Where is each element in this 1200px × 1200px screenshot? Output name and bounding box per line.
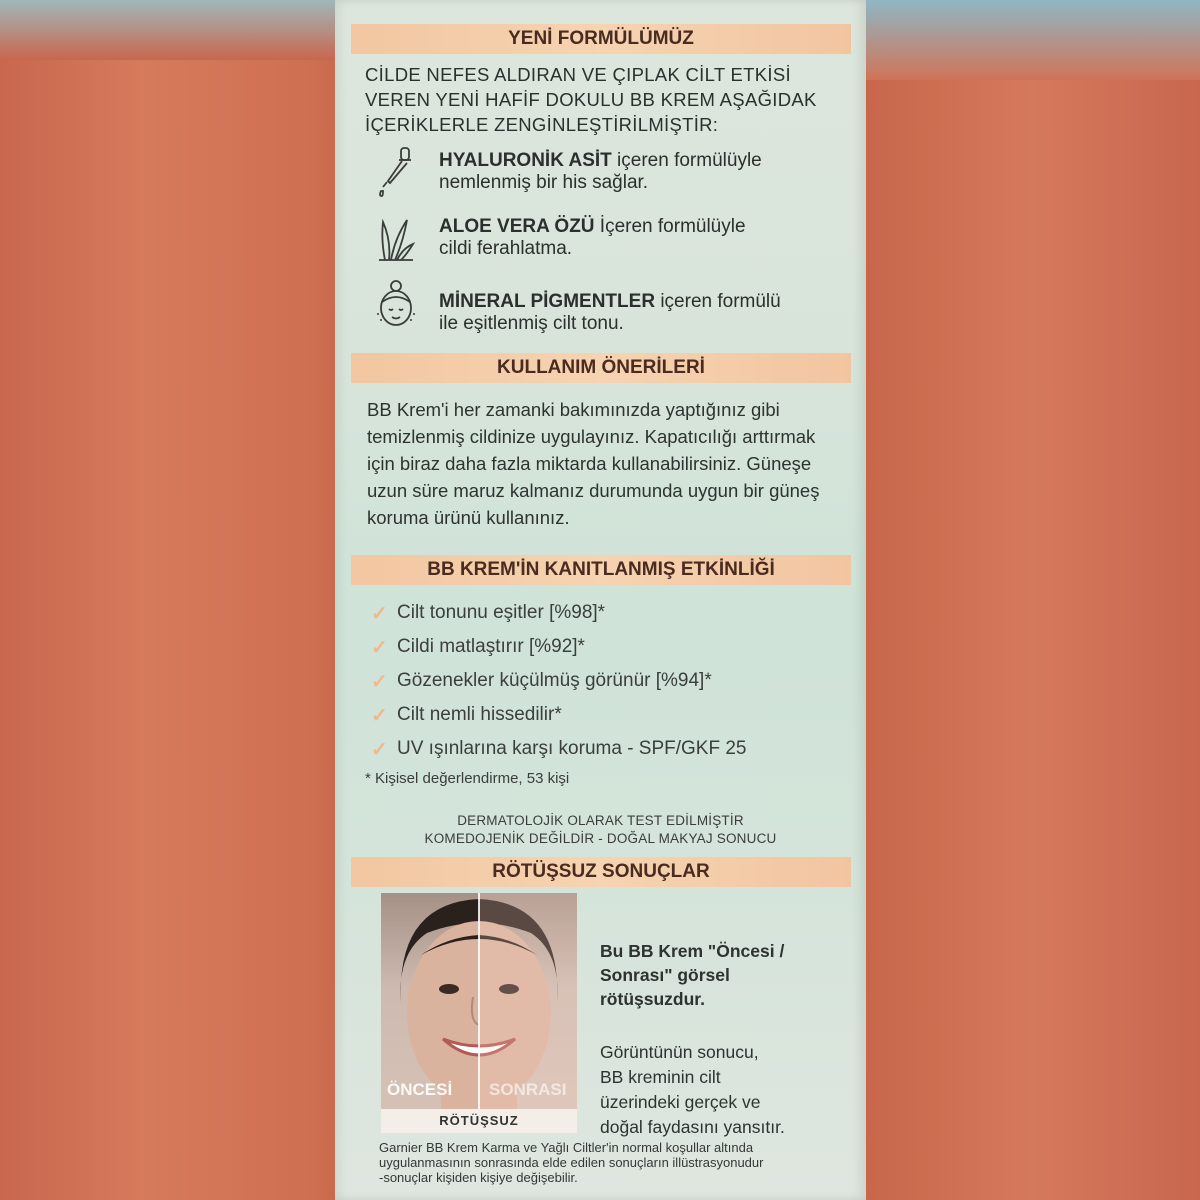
desc-line: BB kreminin cilt: [600, 1067, 721, 1087]
check-icon: ✓: [371, 636, 388, 659]
list-item: [371, 698, 841, 732]
result-description: [600, 1040, 860, 1140]
ingredient-name: HYALURONİK ASİT: [439, 150, 612, 171]
formula-intro-line: VEREN YENİ HAFİF DOKULU BB KREM AŞAĞIDAK: [365, 89, 817, 110]
efficacy-list: [371, 596, 841, 766]
efficacy-item-text: Cilt tonunu eşitler [%98]*: [397, 602, 606, 623]
ingredient-aloe: [439, 216, 859, 260]
usage-line: uzun süre maruz kalmanız durumunda uygun bir güneş: [367, 480, 820, 501]
formula-intro-line: İÇERİKLERLE ZENGİNLEŞTİRİLMİŞTİR:: [365, 114, 719, 135]
check-icon: ✓: [371, 704, 388, 727]
section-band-efficacy: BB KREM'İN KANITLANMIŞ ETKİNLİĞİ: [351, 555, 851, 585]
after-label: SONRASI: [489, 1080, 567, 1099]
formula-intro-line: CİLDE NEFES ALDIRAN VE ÇIPLAK CİLT ETKİSİ: [365, 64, 791, 85]
aloe-leaf-icon: [373, 210, 419, 264]
ingredient-desc: İçeren formülüyle: [594, 216, 746, 237]
claim-line: Bu BB Krem "Öncesi /: [600, 941, 785, 961]
ingredient-desc: içeren formülü: [655, 291, 781, 312]
ingredient-desc-line2: ile eşitlenmiş cilt tonu.: [439, 313, 624, 334]
usage-line: koruma ürünü kullanınız.: [367, 507, 570, 528]
efficacy-item-text: Cildi matlaştırır [%92]*: [397, 636, 585, 657]
ingredient-desc-line2: nemlenmiş bir his sağlar.: [439, 172, 649, 193]
before-label: ÖNCESİ: [387, 1080, 453, 1099]
non-comedogenic-line: KOMEDOJENİK DEĞİLDİR - DOĞAL MAKYAJ SONUCU: [424, 831, 777, 846]
check-icon: ✓: [371, 602, 388, 625]
ingredient-desc-line2: cildi ferahlatma.: [439, 238, 573, 259]
ingredient-name: MİNERAL PİGMENTLER: [439, 291, 656, 312]
claim-line: rötüşsuzdur.: [600, 989, 706, 1009]
usage-line: temizlenmiş cildinize uygulayınız. Kapatıcılığı arttırmak: [367, 426, 816, 447]
usage-text: [367, 396, 819, 531]
efficacy-item-text: Gözenekler küçülmüş görünür [%94]*: [397, 670, 712, 691]
desc-line: üzerindeki gerçek ve: [600, 1092, 761, 1112]
disclaimer-line: -sonuçlar kişiden kişiye değişebilir.: [379, 1170, 578, 1185]
face-icon: [373, 278, 419, 332]
no-retouch-label: RÖTÜŞSUZ: [381, 1109, 577, 1133]
before-after-divider: [478, 893, 480, 1133]
list-item: [371, 732, 841, 766]
ingredient-mineral: [439, 291, 859, 335]
dropper-icon: [373, 145, 419, 199]
footnote: * Kişisel değerlendirme, 53 kişi: [365, 770, 570, 787]
ingredient-name: ALOE VERA ÖZÜ: [439, 216, 595, 237]
section-band-new-formula: YENİ FORMÜLÜMÜZ: [351, 24, 851, 54]
no-retouch-claim: [600, 939, 860, 1011]
desc-line: Görüntünün sonucu,: [600, 1042, 759, 1062]
derma-tested-line: DERMATOLOJİK OLARAK TEST EDİLMİŞTİR: [457, 813, 744, 828]
efficacy-item-text: UV ışınlarına karşı koruma - SPF/GKF 25: [397, 738, 747, 759]
list-item: [371, 630, 841, 664]
section-band-results: RÖTÜŞSUZ SONUÇLAR: [351, 857, 851, 887]
list-item: [371, 596, 841, 630]
background-top-left: [0, 0, 335, 60]
check-icon: ✓: [371, 670, 388, 693]
desc-line: doğal faydasını yansıtır.: [600, 1117, 785, 1137]
list-item: [371, 664, 841, 698]
before-after-photo: [381, 893, 577, 1133]
background-top-right: [866, 0, 1200, 80]
product-box-back: [335, 0, 866, 1200]
disclaimer: [379, 1140, 839, 1185]
section-band-usage: KULLANIM ÖNERİLERİ: [351, 353, 851, 383]
check-icon: ✓: [371, 738, 388, 761]
ingredient-desc: içeren formülüyle: [611, 150, 762, 171]
disclaimer-line: uygulanmasının sonrasında elde edilen sonuçların illüstrasyonudur: [379, 1155, 764, 1170]
usage-line: için biraz daha fazla miktarda kullanabilirsiniz. Güneşe: [367, 453, 812, 474]
efficacy-item-text: Cilt nemli hissedilir*: [397, 704, 562, 725]
usage-line: BB Krem'i her zamanki bakımınızda yaptığınız gibi: [367, 399, 780, 420]
formula-intro: [365, 62, 817, 137]
disclaimer-line: Garnier BB Krem Karma ve Yağlı Ciltler'in normal koşullar altında: [379, 1140, 754, 1155]
claim-line: Sonrası" görsel: [600, 965, 730, 985]
ingredient-hyaluronic: [439, 150, 859, 194]
